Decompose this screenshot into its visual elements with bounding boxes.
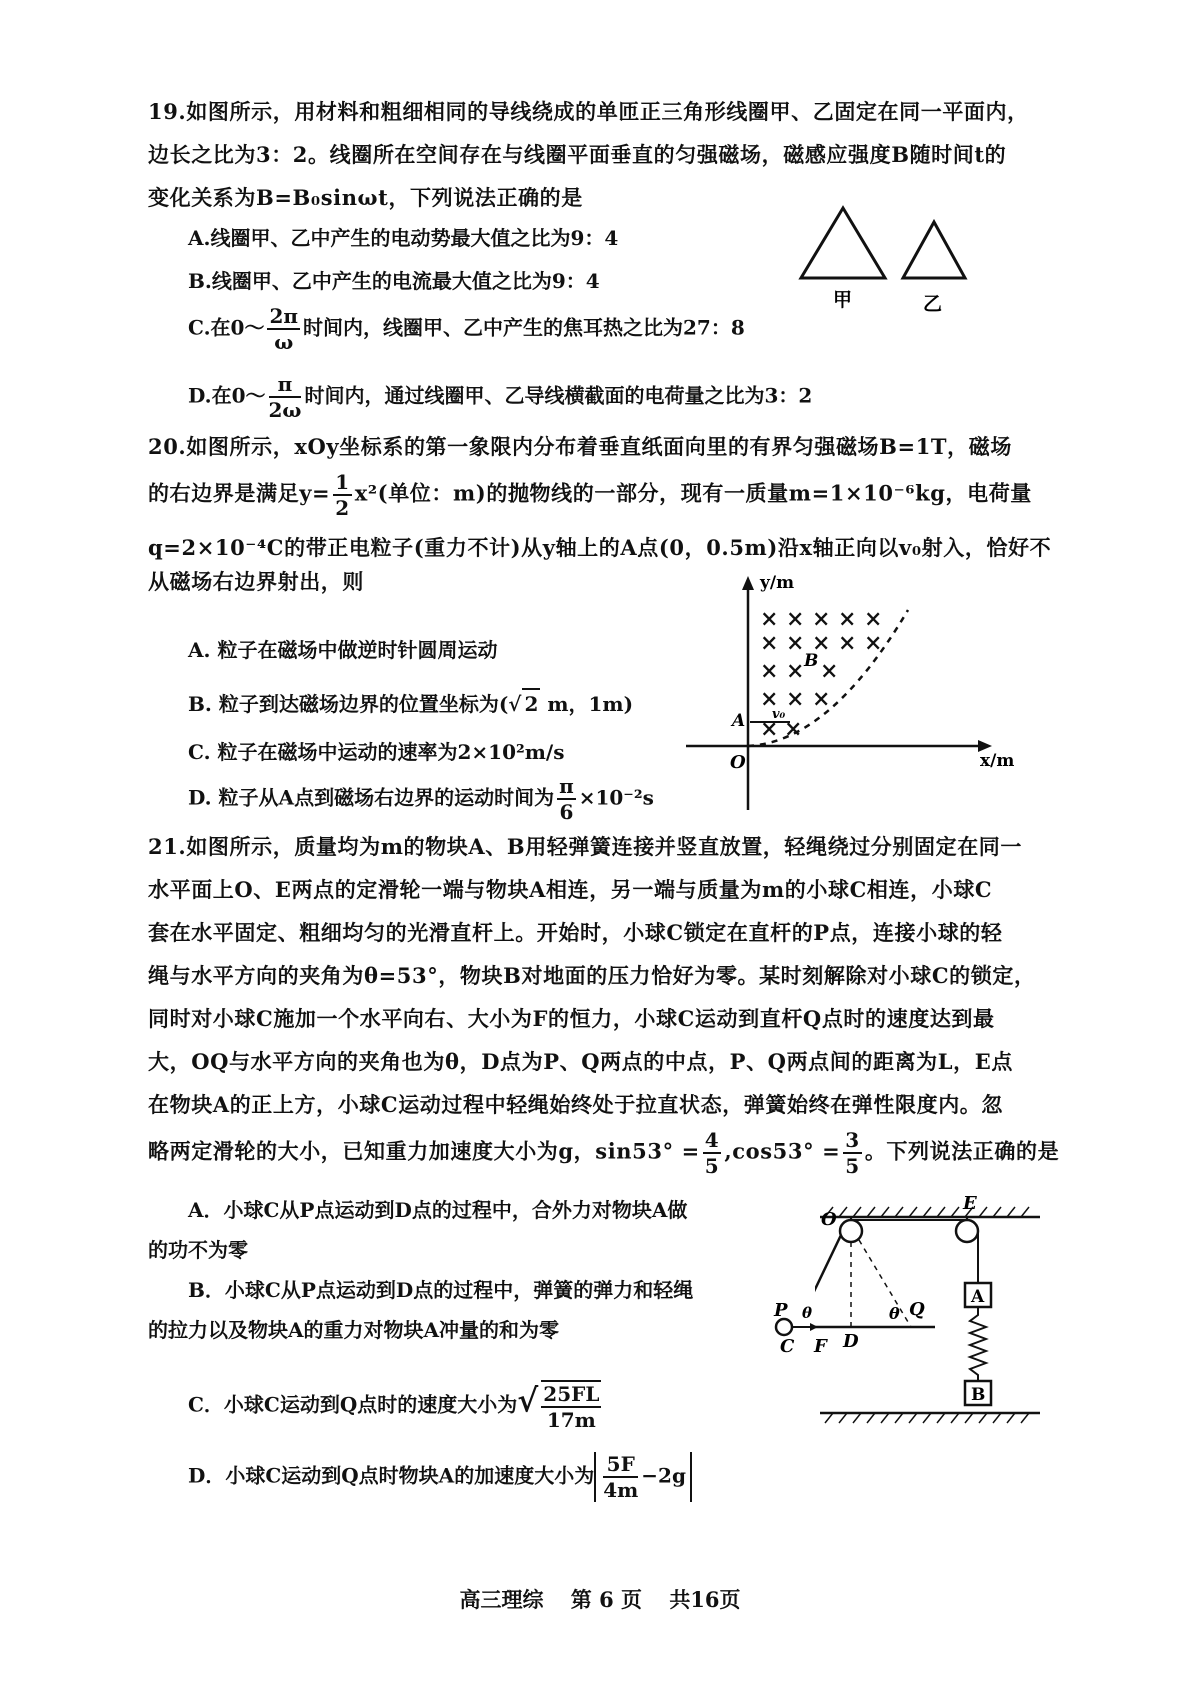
q21-d-fraction bbox=[603, 1452, 638, 1502]
cross: × bbox=[760, 606, 779, 632]
q20-line-4: 从磁场右边界射出，则 bbox=[148, 569, 364, 594]
triangle-jia bbox=[801, 208, 885, 278]
theta-label-q: θ bbox=[889, 1304, 900, 1323]
cross: × bbox=[760, 716, 779, 742]
label-yi: 乙 bbox=[923, 293, 943, 315]
q20-option-b bbox=[188, 688, 633, 718]
pulley-e bbox=[956, 1220, 978, 1242]
q19-line-2: 边长之比为3：2。线圈所在空间存在与线圈平面垂直的匀强磁场，磁感应强度B随时间t的 bbox=[148, 142, 1007, 167]
ceiling-hatch bbox=[825, 1207, 1029, 1217]
q20-d-denominator: 6 bbox=[559, 800, 574, 824]
point-o-label: O bbox=[821, 1209, 837, 1230]
cross: × bbox=[820, 658, 839, 684]
q21-cos-numerator: 3 bbox=[845, 1128, 860, 1152]
force-arrowhead bbox=[810, 1323, 818, 1331]
footer-subject: 高三理综 bbox=[459, 1587, 544, 1612]
q20-b-suffix: m，1m) bbox=[540, 692, 634, 716]
pulley-o bbox=[840, 1220, 862, 1242]
q21-c-prefix: C．小球C运动到Q点时的速度大小为 bbox=[188, 1392, 518, 1417]
q20-l2-suffix: x²(单位：m)的抛物线的一部分，现有一质量m=1×10⁻⁶kg，电荷量 bbox=[354, 480, 1032, 506]
y-axis-arrow bbox=[742, 576, 754, 590]
q19-option-d bbox=[188, 372, 812, 422]
q19-option-b: B.线圈甲、乙中产生的电流最大值之比为9：4 bbox=[188, 269, 600, 293]
q21-c-radical: √ bbox=[517, 1381, 539, 1420]
q21-line-6: 大，OQ与水平方向的夹角也为θ，D点为P、Q两点的中点，P、Q两点间的距离为L，E点 bbox=[148, 1049, 1013, 1074]
q19-d-fraction bbox=[269, 372, 302, 422]
q21-cos-fraction bbox=[843, 1128, 862, 1178]
label-jia: 甲 bbox=[833, 289, 853, 311]
q20-l2-fraction bbox=[333, 470, 352, 520]
block-b-label: B bbox=[971, 1385, 986, 1405]
cross: × bbox=[786, 606, 805, 632]
q21-line-5: 同时对小球C施加一个水平向右、大小为F的恒力，小球C运动到直杆Q点时的速度达到最 bbox=[148, 1006, 995, 1031]
q21-ball-detail bbox=[770, 1300, 850, 1360]
q19-line-3: 变化关系为B=B₀sinωt，下列说法正确的是 bbox=[148, 185, 583, 210]
q21-option-a-line-2: 的功不为零 bbox=[148, 1238, 248, 1262]
q21-line-7: 在物块A的正上方，小球C运动过程中轻绳始终处于拉直状态，弹簧始终在弹性限度内。忽 bbox=[148, 1092, 1004, 1117]
q19-option-c bbox=[188, 304, 745, 354]
q21-c-fraction bbox=[541, 1380, 601, 1432]
q20-d-suffix: ×10⁻²s bbox=[578, 785, 654, 810]
q20-l2-prefix: 的右边界是满足y= bbox=[148, 480, 331, 506]
y-axis-label: y/m bbox=[760, 573, 795, 593]
footer-page-number: 第 6 页 bbox=[570, 1587, 642, 1612]
q21-d-denominator: 4m bbox=[603, 1478, 639, 1502]
triangle-yi bbox=[903, 222, 965, 278]
cross: × bbox=[864, 606, 883, 632]
cross: × bbox=[864, 630, 883, 656]
cross: × bbox=[784, 716, 803, 742]
cross: × bbox=[838, 630, 857, 656]
q21-sin-numerator: 4 bbox=[704, 1128, 720, 1152]
q21-line-1: 21.如图所示，质量均为m的物块A、B用轻弹簧连接并竖直放置，轻绳绕过分别固定在同一 bbox=[148, 834, 1022, 859]
q19-c-prefix: C.在0～ bbox=[188, 315, 265, 340]
cross: × bbox=[812, 686, 831, 712]
block-a-label: A bbox=[971, 1287, 985, 1307]
q20-d-fraction bbox=[557, 774, 576, 824]
cross: × bbox=[760, 686, 779, 712]
q20-line-2 bbox=[148, 470, 1032, 520]
q21-d-suffix: −2g bbox=[641, 1463, 686, 1488]
x-axis-label: x/m bbox=[980, 751, 1015, 771]
force-f-label: F bbox=[814, 1336, 827, 1357]
q20-line-3: q=2×10⁻⁴C的带正电粒子(重力不计)从y轴上的A点(0，0.5m)沿x轴正向以v₀射入，恰好不 bbox=[148, 535, 1052, 560]
cross: × bbox=[786, 658, 805, 684]
q21-l8-mid: ,cos53° = bbox=[724, 1138, 841, 1164]
theta-label-p: θ bbox=[802, 1304, 813, 1322]
cross: × bbox=[786, 630, 805, 656]
velocity-label: v₀ bbox=[772, 707, 786, 722]
q19-c-fraction bbox=[267, 304, 300, 354]
q20-option-c: C. 粒子在磁场中运动的速率为2×10²m/s bbox=[188, 740, 565, 764]
q20-option-d bbox=[188, 774, 654, 824]
q20-l2-denominator: 2 bbox=[335, 496, 350, 520]
q19-triangles-figure bbox=[795, 200, 985, 320]
q21-line-2: 水平面上O、E两点的定滑轮一端与物块A相连，另一端与质量为m的小球C相连，小球C bbox=[148, 877, 993, 902]
q20-d-prefix: D. 粒子从A点到磁场右边界的运动时间为 bbox=[188, 785, 555, 810]
cross: × bbox=[812, 630, 831, 656]
q21-line-4: 绳与水平方向的夹角为θ=53°，物块B对地面的压力恰好为零。某时刻解除对小球C的锁定， bbox=[148, 963, 1036, 988]
q21-cos-denominator: 5 bbox=[845, 1154, 860, 1178]
q21-d-absolute bbox=[594, 1452, 692, 1502]
ball-c bbox=[776, 1319, 792, 1335]
ball-c-label: C bbox=[780, 1336, 795, 1357]
q21-line-8 bbox=[148, 1128, 1059, 1178]
q21-c-numerator: 25FL bbox=[543, 1382, 600, 1406]
q20-b-radicand: 2 bbox=[522, 688, 540, 718]
q20-line-1: 20.如图所示，xOy坐标系的第一象限内分布着垂直纸面向里的有界匀强磁场B=1T，磁场 bbox=[148, 434, 1012, 459]
point-p-label: P bbox=[774, 1300, 788, 1321]
q21-l8-prefix: 略两定滑轮的大小，已知重力加速度大小为g，sin53° = bbox=[148, 1138, 700, 1164]
cross: × bbox=[786, 686, 805, 712]
point-a-label: A bbox=[732, 711, 746, 731]
cross: × bbox=[760, 630, 779, 656]
dashed-oq bbox=[859, 1240, 911, 1327]
q20-option-a: A. 粒子在磁场中做逆时针圆周运动 bbox=[188, 638, 498, 662]
q20-b-radical: √ bbox=[508, 692, 522, 716]
q19-d-suffix: 时间内，通过线圈甲、乙导线横截面的电荷量之比为3：2 bbox=[304, 383, 813, 408]
q21-line-3: 套在水平固定、粗细均匀的光滑直杆上。开始时，小球C锁定在直杆的P点，连接小球的轻 bbox=[148, 920, 1003, 945]
q19-line-1: 19.如图所示，用材料和粗细相同的导线绕成的单匝正三角形线圈甲、乙固定在同一平面内， bbox=[148, 99, 1029, 124]
point-e-label: E bbox=[963, 1195, 977, 1214]
field-crosses bbox=[760, 606, 882, 742]
q20-d-numerator: π bbox=[559, 774, 574, 798]
q20-b-prefix: B. 粒子到达磁场边界的位置坐标为( bbox=[188, 692, 509, 716]
cross: × bbox=[812, 606, 831, 632]
origin-label: O bbox=[730, 752, 746, 773]
q19-d-denominator: 2ω bbox=[268, 398, 302, 422]
floor-hatch bbox=[825, 1413, 1029, 1423]
q20-l2-numerator: 1 bbox=[335, 470, 350, 494]
q19-option-a: A.线圈甲、乙中产生的电动势最大值之比为9：4 bbox=[188, 226, 619, 250]
q19-c-suffix: 时间内，线圈甲、乙中产生的焦耳热之比为27：8 bbox=[303, 315, 745, 340]
q21-option-b-line-1: B．小球C从P点运动到D点的过程中，弹簧的弹力和轻绳 bbox=[188, 1278, 694, 1302]
q21-sin-denominator: 5 bbox=[704, 1154, 720, 1178]
field-b-label: B bbox=[804, 651, 819, 671]
q20-magnetic-field-figure bbox=[680, 570, 1020, 820]
cross: × bbox=[760, 658, 779, 684]
q19-d-numerator: π bbox=[269, 372, 302, 398]
q21-d-prefix: D．小球C运动到Q点时物块A的加速度大小为 bbox=[188, 1463, 595, 1488]
q21-option-a-line-1: A．小球C从P点运动到D点的过程中，合外力对物块A做 bbox=[188, 1198, 688, 1222]
cross: × bbox=[838, 606, 857, 632]
q21-option-d bbox=[188, 1452, 692, 1502]
q21-l8-suffix: 。下列说法正确的是 bbox=[864, 1138, 1060, 1164]
point-d-label: D bbox=[843, 1331, 859, 1352]
q21-d-numerator: 5F bbox=[603, 1452, 638, 1478]
point-q-label: Q bbox=[909, 1299, 925, 1320]
q21-sin-fraction bbox=[703, 1128, 722, 1178]
spring bbox=[970, 1307, 986, 1381]
q21-c-denominator: 17m bbox=[546, 1408, 596, 1432]
q19-c-denominator: ω bbox=[274, 330, 294, 354]
q21-option-c bbox=[188, 1380, 604, 1432]
q19-c-numerator: 2π bbox=[269, 304, 299, 328]
q21-option-b-line-2: 的拉力以及物块A的重力对物块A冲量的和为零 bbox=[148, 1318, 560, 1342]
footer-total-pages: 共16页 bbox=[669, 1587, 741, 1612]
page-footer bbox=[0, 1584, 1200, 1614]
q19-d-prefix: D.在0～ bbox=[188, 383, 266, 408]
